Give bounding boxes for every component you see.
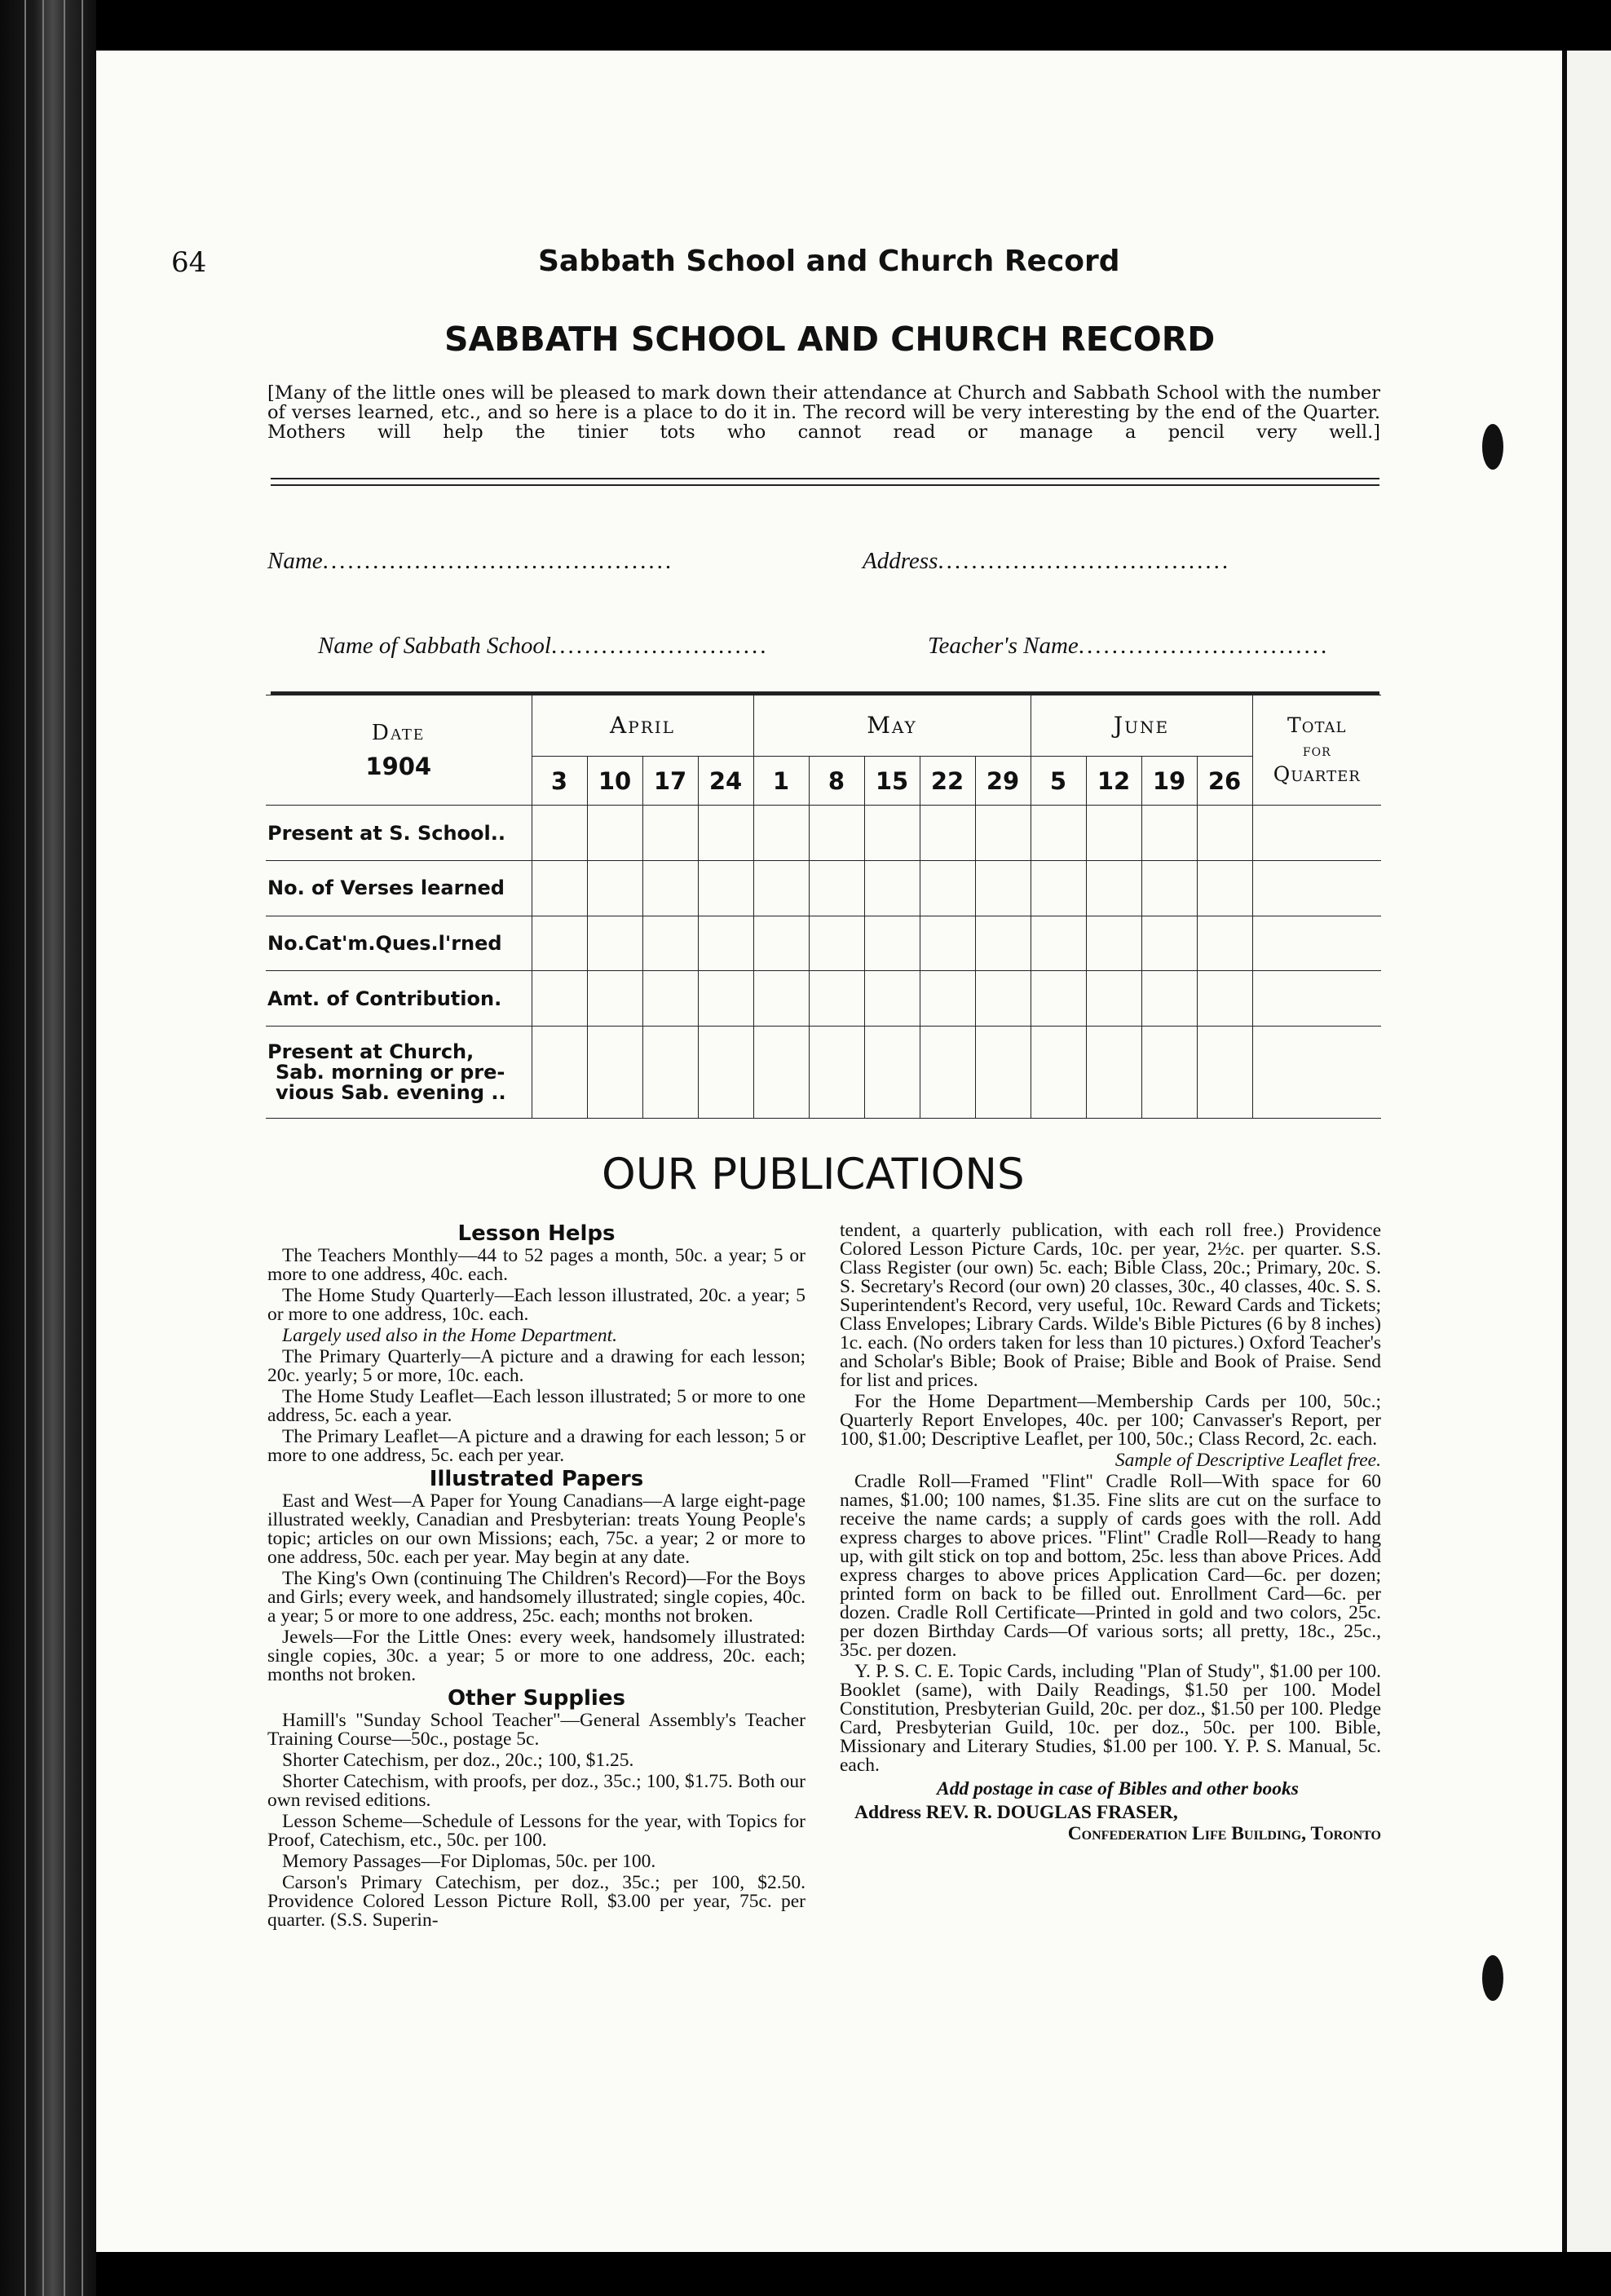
running-head: Sabbath School and Church Record xyxy=(538,245,1120,278)
pub-item: The Primary Leaflet—A picture and a drawing for each lesson; 5 or more to one address, 5c. each per year. xyxy=(267,1426,806,1466)
publications-left-column xyxy=(267,1220,806,1932)
pub-item: The Primary Quarterly—A picture and a drawing for each lesson; 20c. yearly; 5 or more, 10c. each. xyxy=(267,1346,806,1386)
pub-item: For the Home Department—Membership Cards per 100, 50c.; Quarterly Report Envelopes, 40c. per 100; Canvasser's Report, per 100, $1.00; Descriptive Leaflet, per 100, 50c.; Class Record, 2c. each. xyxy=(840,1391,1381,1450)
day-cell: 10 xyxy=(587,756,642,806)
day-cell: 17 xyxy=(642,756,698,806)
name-field[interactable]: Name.......................................... xyxy=(267,548,674,574)
address-field[interactable]: Address................................... xyxy=(863,548,1231,574)
heading: Other Supplies xyxy=(448,1686,625,1711)
pub-item: The Teachers Monthly—44 to 52 pages a month, 50c. a year; 5 or more to one address, 40c. each. xyxy=(267,1245,806,1285)
pub-item: Shorter Catechism, per doz., 20c.; 100, $1.25. xyxy=(282,1750,634,1771)
day-cell: 3 xyxy=(532,756,587,806)
pub-item: Largely used also in the Home Department. xyxy=(282,1325,617,1346)
month-april: April xyxy=(532,695,753,757)
intro-text: [Many of the little ones will be pleased to mark down their attendance at Church and Sabbath School with the number of verses learned, etc., and so here is a place to do it in. The record will be very interesting by the end of the Quarter. Mothers will help the tinier tots who cannot read or manage a pencil very well.] xyxy=(267,382,1380,443)
pub-item: East and West—A Paper for Young Canadians—A large eight-page illustrated weekly, Canadian and Presbyterian: treats Young People's topic; articles on our own Missions; each, 75c. a year; 2 or more to one address, 50c. each per year. May begin at any date. xyxy=(267,1490,806,1568)
book-spine xyxy=(0,0,96,2296)
pub-item: Memory Passages—For Diplomas, 50c. per 100. xyxy=(282,1851,656,1872)
day-cell: 22 xyxy=(920,756,975,806)
pub-item: tendent, a quarterly publication, with each roll free.) Providence Colored Lesson Picture Cards, 10c. per year, 2½c. per quarter. S.S. Class Register (our own) 5c. each; Bible Class, 20c.; Primary, 20c. S. S. Secretary's Record (our own) 20 classes, 30c., 40 classes, 40c. S. S. Superintendent's Record, very useful, 10c. Reward Cards and Tickets; Class Envelopes; Library Cards. Wilde's Bible Pictures (6 by 8 inches) 1c. each. (No orders taken for less than 10 pictures.) Oxford Teacher's and Scholar's Bible; Book of Praise; Bible and Book of Praise. Send for list and prices. xyxy=(840,1220,1382,1391)
binding-hole-bottom xyxy=(1482,1955,1503,2001)
postage-note: Add postage in case of Bibles and other books xyxy=(937,1778,1299,1799)
month-june: June xyxy=(1031,695,1252,757)
address-line: Confederation Life Building, Toronto xyxy=(1067,1823,1381,1844)
pub-item: Sample of Descriptive Leaflet free. xyxy=(1114,1450,1381,1471)
rule xyxy=(271,484,1379,486)
pub-item: Jewels—For the Little Ones: every week, handsomely illustrated: single copies, 30c. a year; 5 or more to one address, 20c. each; months not broken. xyxy=(267,1627,806,1685)
day-cell: 8 xyxy=(809,756,864,806)
address-line: Address REV. R. DOUGLAS FRASER, xyxy=(854,1802,1178,1823)
heading: Illustrated Papers xyxy=(429,1467,644,1491)
day-cell: 15 xyxy=(864,756,920,806)
next-page-edge xyxy=(1562,51,1611,2252)
row-label: No. of Verses learned xyxy=(266,861,532,916)
pub-item: Hamill's "Sunday School Teacher"—General Assembly's Teacher Training Course—50c., postage 5c. xyxy=(267,1710,806,1750)
day-cell: 12 xyxy=(1086,756,1141,806)
school-field[interactable]: Name of Sabbath School.......................... xyxy=(318,633,769,659)
row-label: Present at S. School.. xyxy=(266,806,532,861)
date-header: Date 1904 xyxy=(266,695,532,806)
day-cell: 26 xyxy=(1197,756,1252,806)
pub-item: The Home Study Leaflet—Each lesson illustrated; 5 or more to one address, 5c. each a year. xyxy=(267,1386,806,1426)
publications-title: OUR PUBLICATIONS xyxy=(602,1150,1025,1199)
binding-hole-top xyxy=(1482,424,1503,470)
day-cell: 29 xyxy=(975,756,1031,806)
day-cell: 24 xyxy=(698,756,753,806)
heading: Lesson Helps xyxy=(457,1221,616,1246)
total-header: Total for Quarter xyxy=(1252,695,1381,806)
pub-item: Lesson Scheme—Schedule of Lessons for the year, with Topics for Proof, Catechism, etc., 50c. per 100. xyxy=(267,1811,806,1851)
pub-item: Cradle Roll—Framed "Flint" Cradle Roll—With space for 60 names, $1.00; 100 names, $1.35. Fine slits are cut on the surface to receive the name cards; a supply of cards goes with the roll. Add express charges to above prices. "Flint" Cradle Roll—Ready to hang up, with gilt stick on top and bottom, 25c. less than above Prices. Add express charges to above prices Application Card—6c. per dozen; printed form on back to be filled out. Enrollment Card—6c. per dozen. Cradle Roll Certificate—Printed in gold and two colors, 25c. per dozen Birthday Cards—Of various sorts; all pretty, 18c., 25c., 35c. per dozen. xyxy=(840,1471,1381,1661)
attendance-table xyxy=(266,695,1381,1119)
teacher-field[interactable]: Teacher's Name.............................. xyxy=(928,633,1330,659)
day-cell: 5 xyxy=(1031,756,1086,806)
row-label: Amt. of Contribution. xyxy=(266,971,532,1027)
pub-item: Carson's Primary Catechism, per doz., 35c.; per 100, $2.50. Providence Colored Lesson Picture Roll, $3.00 per year, 75c. per quarter. (S.S. Superin- xyxy=(267,1872,806,1931)
month-may: May xyxy=(753,695,1031,757)
day-cell: 19 xyxy=(1141,756,1197,806)
day-cell: 1 xyxy=(753,756,809,806)
pub-item: Y. P. S. C. E. Topic Cards, including "Plan of Study", $1.00 per 100. Booklet (same), with Daily Readings, $1.50 per 100. Model Constitution, Presbyterian Guild, 20c. per doz., $1.50 per 100. Pledge Card, Presbyterian Guild, 10c. per doz., 50c. per 100. Bible, Missionary and Literary Studies, $1.00 per 100. Y. P. S. Manual, 5c. each. xyxy=(840,1661,1381,1776)
row-label: No.Cat'm.Ques.l'rned xyxy=(266,916,532,971)
page-number: 64 xyxy=(171,246,207,279)
row-label: Present at Church, Sab. morning or pre- vious Sab. evening .. xyxy=(266,1027,532,1119)
pub-item: Shorter Catechism, with proofs, per doz., 35c.; 100, $1.75. Both our own revised editions. xyxy=(267,1771,806,1811)
pub-item: The Home Study Quarterly—Each lesson illustrated, 20c. a year; 5 or more to one address, 10c. each. xyxy=(267,1285,806,1325)
rule xyxy=(271,478,1379,479)
publications-right-column xyxy=(840,1221,1381,1846)
pub-item: The King's Own (continuing The Children's Record)—For the Boys and Girls; every week, and handsomely illustrated; single copies, 40c. a year; 5 or more to one address, 25c. each; months not broken. xyxy=(267,1568,806,1627)
record-title: SABBATH SCHOOL AND CHURCH RECORD xyxy=(444,320,1216,359)
